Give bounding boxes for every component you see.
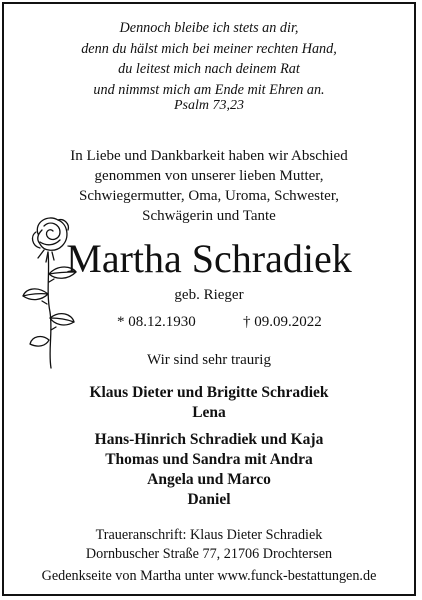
mourners-group: [0, 383, 418, 423]
mourner-line: Thomas und Sandra mit Andra: [105, 451, 313, 468]
verse-line: denn du hälst mich bei meiner rechten Hand,: [81, 40, 337, 57]
mourning-phrase: Wir sind sehr traurig: [147, 352, 271, 368]
birth-date: * 08.12.1930: [117, 314, 196, 330]
birth-name: geb. Rieger: [174, 287, 244, 303]
intro-line: In Liebe und Dankbarkeit haben wir Abschied: [70, 148, 348, 164]
mourner-line: Angela und Marco: [147, 471, 271, 488]
mourner-line: Lena: [192, 404, 226, 421]
mourner-line: Daniel: [187, 491, 231, 508]
intro-line: genommen von unserer lieben Mutter,: [94, 168, 324, 184]
memorial-page-link: Gedenkseite von Martha unter www.funck-bestattungen.de: [41, 568, 377, 584]
death-date: † 09.09.2022: [243, 314, 322, 330]
mourners-group: [0, 430, 418, 510]
verse-line: Dennoch bleibe ich stets an dir,: [119, 20, 299, 36]
mourner-line: Klaus Dieter und Brigitte Schradiek: [89, 384, 329, 401]
deceased-name: Martha Schradiek: [66, 236, 352, 281]
verse-reference: Psalm 73,23: [174, 98, 244, 113]
verse-line: du leitest mich nach deinem Rat: [118, 61, 300, 77]
mourner-line: Hans-Hinrich Schradiek und Kaja: [94, 431, 324, 448]
intro-line: Schwägerin und Tante: [142, 208, 276, 224]
verse-line: und nimmst mich am Ende mit Ehren an.: [93, 81, 325, 98]
mourning-address: [0, 526, 418, 564]
address-line: Traueranschrift: Klaus Dieter Schradiek: [95, 527, 323, 543]
bible-verse: [0, 18, 418, 100]
intro-line: Schwiegermutter, Oma, Uroma, Schwester,: [79, 188, 339, 204]
address-line: Dornbuscher Straße 77, 21706 Drochtersen: [85, 546, 333, 562]
